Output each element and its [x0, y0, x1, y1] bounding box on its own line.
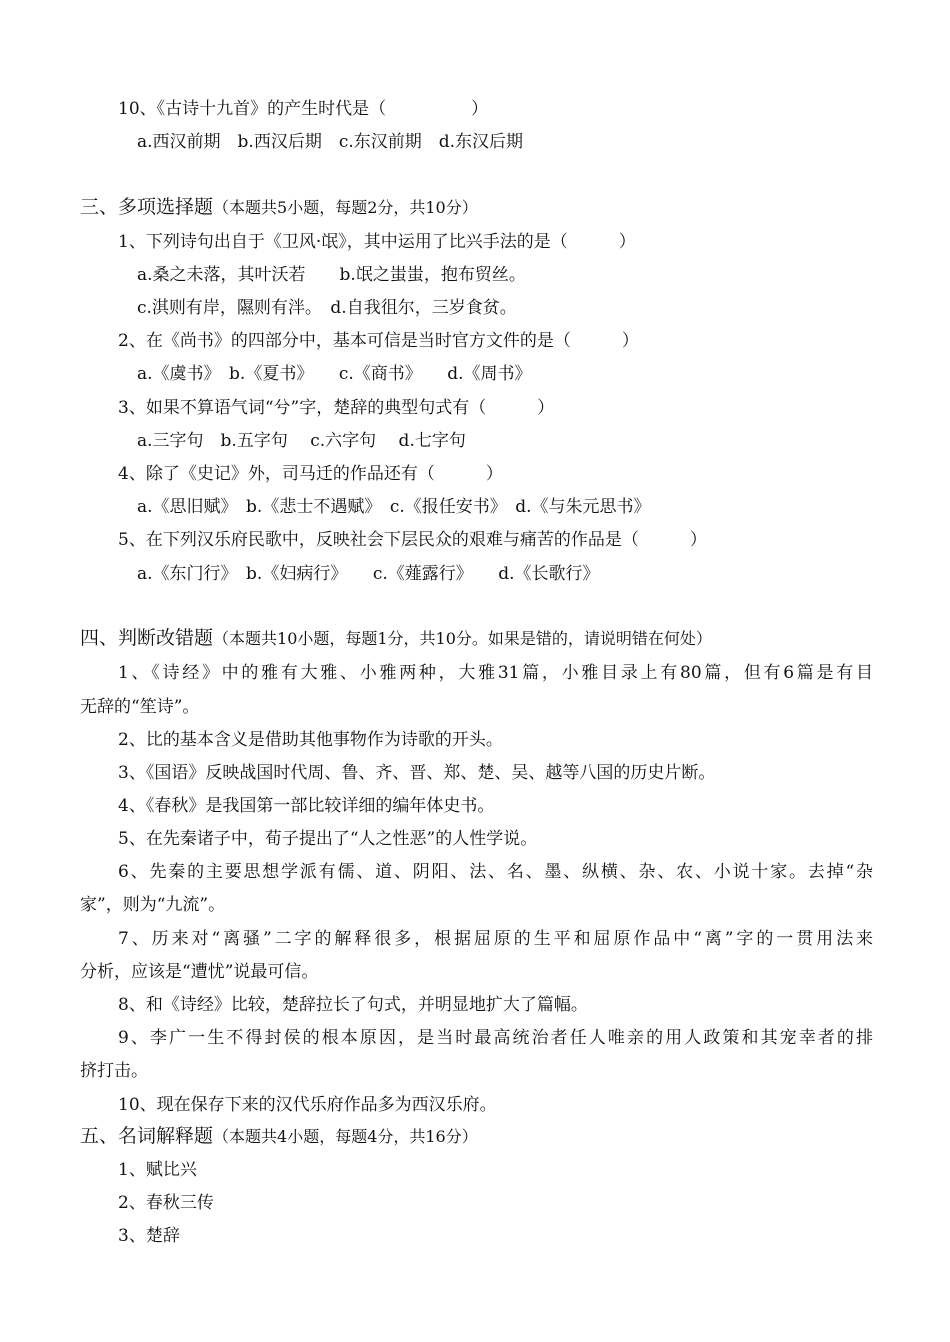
- section-4-note: （本题共10小题，每题1分，共10分。如果是错的，请说明错在何处）: [213, 629, 712, 648]
- s3-question-5: 5、在下列汉乐府民歌中，反映社会下层民众的艰难与痛苦的作品是（ ）: [118, 530, 707, 550]
- section-3-note: （本题共5小题，每题2分，共10分）: [213, 198, 478, 217]
- s4-statement-3: 3、《国语》反映战国时代周、鲁、齐、晋、郑、楚、吴、越等八国的历史片断。: [118, 763, 716, 783]
- s4-statement-1-cont: 无辞的“笙诗”。: [80, 697, 200, 717]
- s3-question-1-options-b: c.淇则有岸，隰则有泮。 d.自我徂尔，三岁食贫。: [137, 298, 517, 318]
- s3-question-2: 2、在《尚书》的四部分中，基本可信是当时官方文件的是（ ）: [118, 331, 639, 351]
- s5-term-2: 2、春秋三传: [118, 1193, 214, 1213]
- section-5-note: （本题共4小题，每题4分，共16分）: [213, 1127, 478, 1146]
- section-4-title: 四、判断改错题: [80, 627, 214, 649]
- s4-statement-2: 2、比的基本含义是借助其他事物作为诗歌的开头。: [118, 730, 503, 750]
- section-3-title: 三、多项选择题: [80, 196, 214, 218]
- s4-statement-6: 6、先秦的主要思想学派有儒、道、阴阳、法、名、墨、纵横、杂、农、小说十家。去掉“杂: [118, 862, 873, 882]
- s3-question-1-options-a: a.桑之未落，其叶沃若 b.氓之蚩蚩，抱布贸丝。: [137, 265, 526, 285]
- s4-statement-9-cont: 挤打击。: [80, 1061, 148, 1081]
- section-4-heading: [80, 627, 712, 650]
- s3-question-2-options: a.《虞书》 b.《夏书》 c.《商书》 d.《周书》: [137, 364, 532, 384]
- section-5-title: 五、名词解释题: [80, 1125, 214, 1147]
- s5-term-3: 3、楚辞: [118, 1226, 180, 1246]
- s4-statement-4: 4、《春秋》是我国第一部比较详细的编年体史书。: [118, 796, 495, 816]
- s5-term-1: 1、赋比兴: [118, 1160, 197, 1180]
- s4-statement-9: 9、李广一生不得封侯的根本原因，是当时最高统治者任人唯亲的用人政策和其宠幸者的排: [118, 1028, 873, 1048]
- s3-question-5-options: a.《东门行》 b.《妇病行》 c.《薤露行》 d.《长歌行》: [137, 564, 600, 584]
- s4-statement-5: 5、在先秦诸子中，荀子提出了“人之性恶”的人性学说。: [118, 829, 538, 849]
- s3-question-3-options: a.三字句 b.五字句 c.六字句 d.七字句: [137, 431, 466, 451]
- s4-statement-8: 8、和《诗经》比较，楚辞拉长了句式，并明显地扩大了篇幅。: [118, 995, 588, 1015]
- section-5-heading: [80, 1125, 478, 1148]
- s4-statement-7-cont: 分析，应该是“遭忧”说最可信。: [80, 962, 319, 982]
- s4-statement-6-cont: 家”，则为“九流”。: [80, 895, 226, 915]
- s3-question-4-options: a.《思旧赋》 b.《悲士不遇赋》 c.《报任安书》 d.《与朱元思书》: [137, 497, 651, 517]
- question-10-options: a.西汉前期 b.西汉后期 c.东汉前期 d.东汉后期: [137, 132, 524, 152]
- section-3-heading: [80, 196, 478, 219]
- s3-question-3: 3、如果不算语气词“兮”字，楚辞的典型句式有（ ）: [118, 398, 555, 418]
- s3-question-4: 4、除了《史记》外，司马迁的作品还有（ ）: [118, 464, 503, 484]
- s3-question-1: 1、下列诗句出自于《卫风·氓》，其中运用了比兴手法的是（ ）: [118, 232, 636, 252]
- s4-statement-10: 10、现在保存下来的汉代乐府作品多为西汉乐府。: [118, 1095, 497, 1115]
- s4-statement-7: 7、历来对“离骚”二字的解释很多，根据屈原的生平和屈原作品中“离”字的一贯用法来: [118, 929, 873, 949]
- s4-statement-1: 1、《诗经》中的雅有大雅、小雅两种，大雅31篇，小雅目录上有80篇，但有6篇是有目: [118, 663, 873, 683]
- question-10: 10、《古诗十九首》的产生时代是（ ）: [118, 99, 489, 119]
